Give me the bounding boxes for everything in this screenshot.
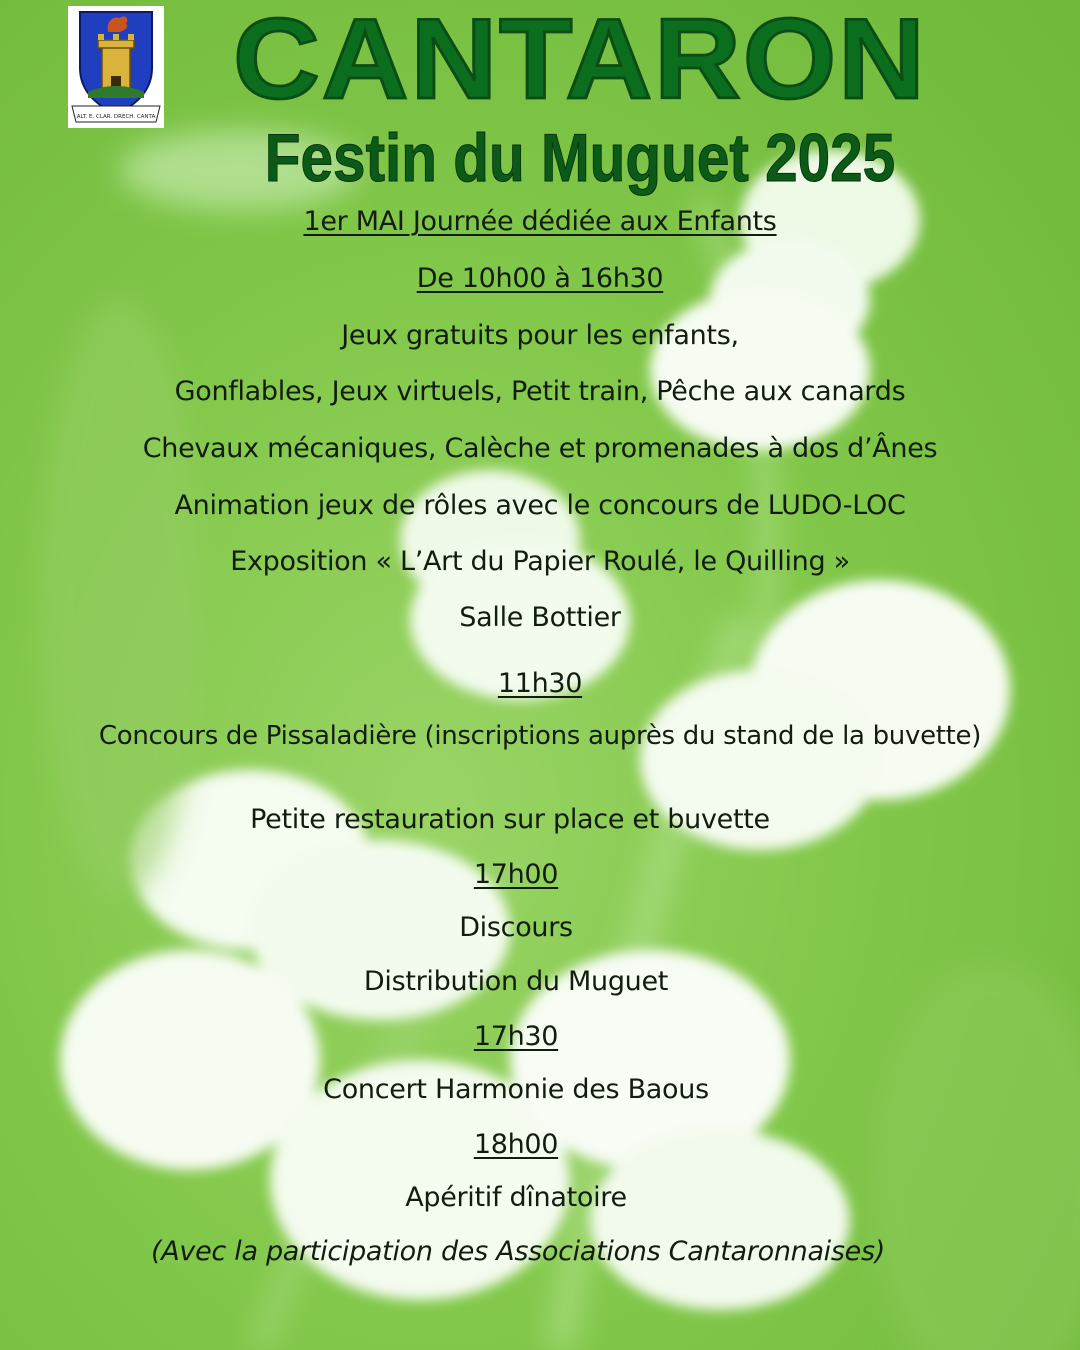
- activity-line: Exposition « L’Art du Papier Roulé, le Quilling »: [230, 546, 850, 577]
- time-slot: 18h00: [473, 1129, 559, 1160]
- activity-line: Apéritif dînatoire: [405, 1182, 627, 1213]
- activity-line: Salle Bottier: [459, 602, 621, 633]
- logo-motto: ALT. E. CLAR. DRECH. CANTA: [76, 114, 156, 120]
- day-heading: 1er MAI Journée dédiée aux Enfants: [303, 206, 777, 237]
- poster-title: CANTARON: [233, 0, 927, 123]
- poster-subtitle: Festin du Muguet 2025: [264, 120, 896, 196]
- activity-line: Gonflables, Jeux virtuels, Petit train, Pêche aux canards: [174, 376, 906, 407]
- activity-line: Discours: [459, 912, 573, 943]
- activity-line: Animation jeux de rôles avec le concours de LUDO-LOC: [174, 490, 906, 521]
- activity-line: Petite restauration sur place et buvette: [250, 804, 770, 835]
- activity-line: Concert Harmonie des Baous: [323, 1074, 709, 1105]
- activity-line: Chevaux mécaniques, Calèche et promenades à dos d’Ânes: [142, 433, 938, 464]
- activity-line: Concours de Pissaladière (inscriptions auprès du stand de la buvette): [98, 721, 982, 751]
- time-slot: 17h30: [473, 1021, 559, 1052]
- time-slot: 17h00: [473, 859, 559, 890]
- time-slot: De 10h00 à 16h30: [416, 263, 664, 294]
- time-slot: 11h30: [497, 668, 583, 699]
- footer-note: (Avec la participation des Associations Cantaronnaises): [151, 1236, 885, 1267]
- activity-line: Jeux gratuits pour les enfants,: [341, 320, 739, 351]
- town-logo: [68, 6, 164, 128]
- activity-line: Distribution du Muguet: [363, 966, 669, 997]
